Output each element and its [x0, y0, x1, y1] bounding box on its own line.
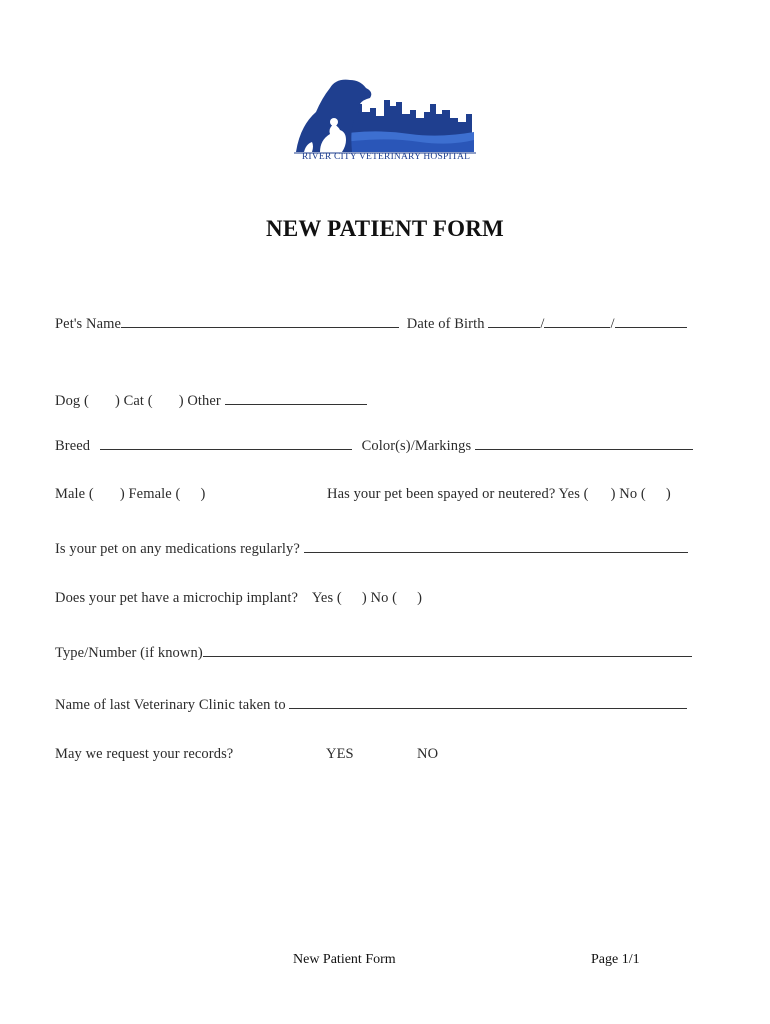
- footer-title: New Patient Form: [293, 952, 396, 967]
- pets-name-label: Pet's Name: [55, 316, 122, 332]
- medications-field[interactable]: [304, 538, 688, 553]
- spayed-close: ): [665, 486, 671, 502]
- dob-month-field[interactable]: [488, 313, 540, 328]
- row-microchip: [55, 590, 422, 607]
- form-title: NEW PATIENT FORM: [266, 216, 504, 241]
- breed-label: Breed: [55, 438, 91, 454]
- row-pet-name: [55, 313, 687, 333]
- microchip-close: ): [417, 590, 423, 606]
- date-of-birth-label: Date of Birth: [406, 316, 485, 332]
- microchip-no-option[interactable]: ) No (: [361, 590, 398, 606]
- row-medications: [55, 538, 688, 558]
- dob-year-field[interactable]: [615, 313, 687, 328]
- logo-name: RIVER CITY VETERINARY HOSPITAL: [301, 152, 471, 162]
- microchip-question: Does your pet have a microchip implant?: [55, 590, 299, 606]
- records-yes-option[interactable]: YES: [326, 746, 354, 762]
- color-markings-field[interactable]: [475, 435, 693, 450]
- type-number-field[interactable]: [203, 642, 692, 657]
- row-type-number: [55, 642, 692, 662]
- male-option[interactable]: Male (: [55, 486, 94, 502]
- medications-label: Is your pet on any medications regularly?: [55, 541, 300, 557]
- cat-option[interactable]: ) Cat (: [114, 393, 153, 409]
- row-spayed: [327, 486, 671, 503]
- records-no-option[interactable]: NO: [417, 746, 439, 762]
- row-last-clinic: [55, 694, 687, 714]
- dog-option[interactable]: Dog (: [55, 393, 89, 409]
- type-number-label: Type/Number (if known): [55, 645, 203, 661]
- breed-field[interactable]: [100, 435, 352, 450]
- records-question: May we request your records?: [55, 746, 234, 762]
- microchip-yes-option[interactable]: Yes (: [311, 590, 342, 606]
- color-markings-label: Color(s)/Markings: [361, 438, 472, 454]
- dob-day-field[interactable]: [544, 313, 610, 328]
- other-option[interactable]: ) Other: [178, 393, 221, 409]
- spayed-question[interactable]: Has your pet been spayed or neutered? Yes (: [327, 486, 589, 502]
- last-clinic-field[interactable]: [289, 694, 687, 709]
- last-clinic-label: Name of last Veterinary Clinic taken to: [55, 697, 286, 713]
- clinic-logo: [290, 74, 480, 166]
- other-species-field[interactable]: [225, 390, 367, 405]
- row-breed: [55, 435, 693, 455]
- dob-separator: /: [540, 316, 545, 332]
- pets-name-field[interactable]: [121, 313, 399, 328]
- row-species: [55, 390, 367, 410]
- female-option[interactable]: ) Female (: [119, 486, 181, 502]
- footer-page-number: Page 1/1: [591, 952, 640, 967]
- dob-separator: /: [610, 316, 615, 332]
- row-sex: [55, 486, 205, 503]
- spayed-no-option[interactable]: ) No (: [610, 486, 646, 502]
- female-close: ): [200, 486, 206, 502]
